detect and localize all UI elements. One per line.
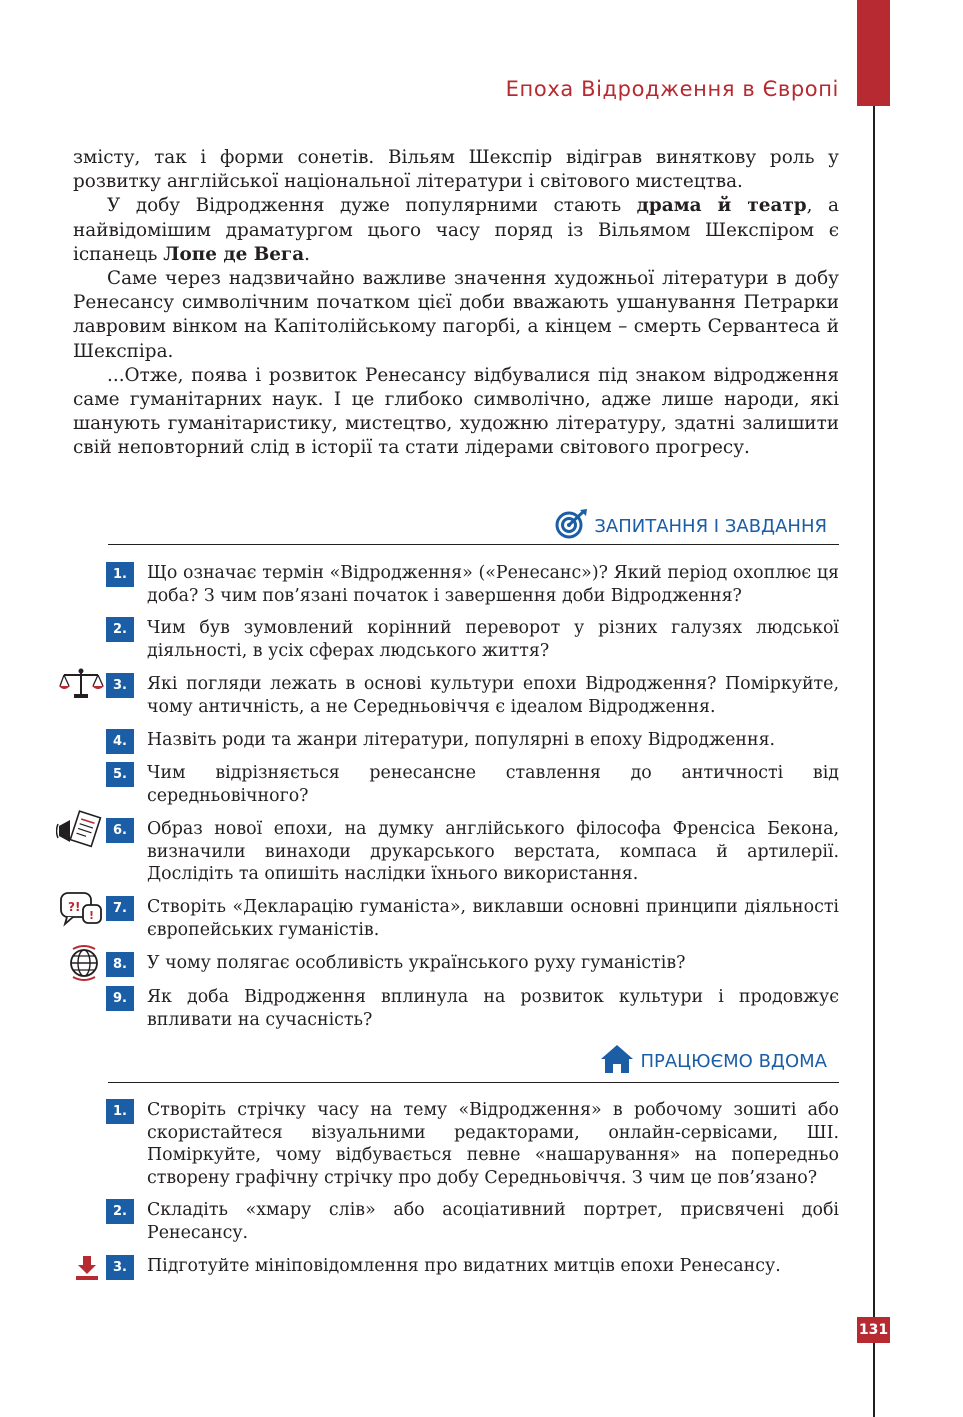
body-text [73, 146, 839, 461]
question-text: Образ нової епохи, на думку англійського філософа Френсіса Бекона, визначили винаходи друкарського верстата, компаса й артилерії. Дослідіть та опишіть наслідки їхнього використання. [147, 819, 839, 884]
question-number: 4. [106, 729, 134, 754]
homework-heading [600, 1044, 827, 1079]
question-item [106, 762, 839, 807]
divider [108, 544, 839, 545]
questions-heading-label: ЗАПИТАННЯ І ЗАВДАННЯ [594, 516, 827, 537]
paragraph: ...Отже, поява і розвиток Ренесансу відбувалися під знаком відродження саме гуманітарних наук. І це глибоко символічно, адже лише народи, які шанують гуманітаристику, мистецтво, художню літературу, здатні залишити свій неповторний слід в історії та стати лідерами світового прогресу. [73, 364, 839, 459]
question-text: Назвіть роди та жанри літератури, популярні в епоху Відродження. [147, 730, 776, 750]
question-text: Які погляди лежать в основі культури епохи Відродження? Поміркуйте, чому античність, а не Середньовіччя є ідеалом Відродження. [147, 674, 839, 717]
question-item [106, 729, 839, 754]
homework-item [106, 1099, 839, 1189]
divider [108, 1082, 839, 1083]
target-icon [554, 508, 588, 545]
homework-number: 1. [106, 1099, 134, 1124]
question-number: 8. [106, 952, 134, 977]
scales-icon [58, 667, 104, 703]
text-run: . [304, 243, 310, 265]
text-run: , а найвідомішим драматургом цього часу поряд із Вільямом Шекспіром є іспанець [73, 195, 839, 265]
chapter-tab [857, 0, 890, 106]
question-item [106, 818, 839, 886]
text-run: У добу Відродження дуже популярними стають [107, 195, 637, 217]
chapter-title: Епоха Відродження в Європі [505, 77, 839, 101]
paragraph: змісту, так і форми сонетів. Вільям Шекспір відіграв виняткову роль у розвитку англійської національної літератури і світового мистецтва. [73, 147, 839, 193]
question-item [106, 986, 839, 1031]
question-number: 1. [106, 562, 134, 587]
question-item [106, 952, 839, 977]
homework-text: Підготуйте мініповідомлення про видатних митців епохи Ренесансу. [147, 1256, 781, 1276]
svg-text:!: ! [89, 909, 95, 922]
question-number: 9. [106, 986, 134, 1011]
globe-icon [67, 944, 101, 986]
question-text: Чим відрізняється ренесансне ставлення до античності від середньовічного? [147, 763, 839, 806]
homework-item [106, 1255, 839, 1280]
question-item [106, 896, 839, 941]
question-text: Чим був зумовлений корінний переворот у різних галузях людської діяльності, в усіх сферах людського життя? [147, 618, 839, 661]
question-item [106, 673, 839, 718]
speech-bubbles-icon [59, 891, 103, 935]
homework-text: Створіть стрічку часу на тему «Відродження» в робочому зошиті або скористайтеся візуальними редакторами, онлайн-сервісами, ШІ. Поміркуйте, чому відбувається певне «нашарування» на попередньо створену графічну стрічку про добу Середньовіччя. З чим це пов’язано? [147, 1100, 839, 1188]
question-number: 7. [106, 896, 134, 921]
question-number: 6. [106, 818, 134, 843]
homework-heading-label: ПРАЦЮЄМО ВДОМА [640, 1051, 827, 1072]
question-item [106, 562, 839, 607]
question-text: Як доба Відродження вплинула на розвиток культури і продовжує впливати на сучасність? [147, 987, 839, 1030]
question-number: 5. [106, 762, 134, 787]
homework-number: 2. [106, 1199, 134, 1224]
question-number: 2. [106, 617, 134, 642]
question-text: Що означає термін «Відродження» («Ренесанс»)? Який період охоплює ця доба? З чим пов’язані початок і завершення доби Відродження? [147, 563, 839, 606]
bold-term: драма й театр [636, 195, 807, 217]
document-megaphone-icon [56, 810, 102, 854]
download-icon [75, 1255, 99, 1285]
question-item [106, 617, 839, 662]
house-icon [600, 1044, 634, 1079]
page-number: 131 [857, 1317, 890, 1343]
question-text: У чому полягає особливість українського руху гуманістів? [147, 953, 686, 973]
paragraph [73, 194, 839, 267]
paragraph: Саме через надзвичайно важливе значення художньої літератури в добу Ренесансу символічним початком цієї доби вважають ушанування Петрарки лавровим вінком на Капітолійському пагорбі, а кінцем – смерть Сервантеса й Шекспіра. [73, 268, 839, 362]
question-number: 3. [106, 673, 134, 698]
homework-item [106, 1199, 839, 1244]
bold-term: Лопе де Вега [163, 243, 305, 265]
svg-text:?!: ?! [68, 900, 81, 914]
questions-heading [554, 508, 827, 545]
question-text: Створіть «Декларацію гуманіста», виклавши основні принципи діяльності європейських гуманістів. [147, 897, 839, 940]
homework-number: 3. [106, 1255, 134, 1280]
margin-rule [873, 106, 875, 1417]
homework-text: Складіть «хмару слів» або асоціативний портрет, присвячені добі Ренесансу. [147, 1200, 839, 1243]
